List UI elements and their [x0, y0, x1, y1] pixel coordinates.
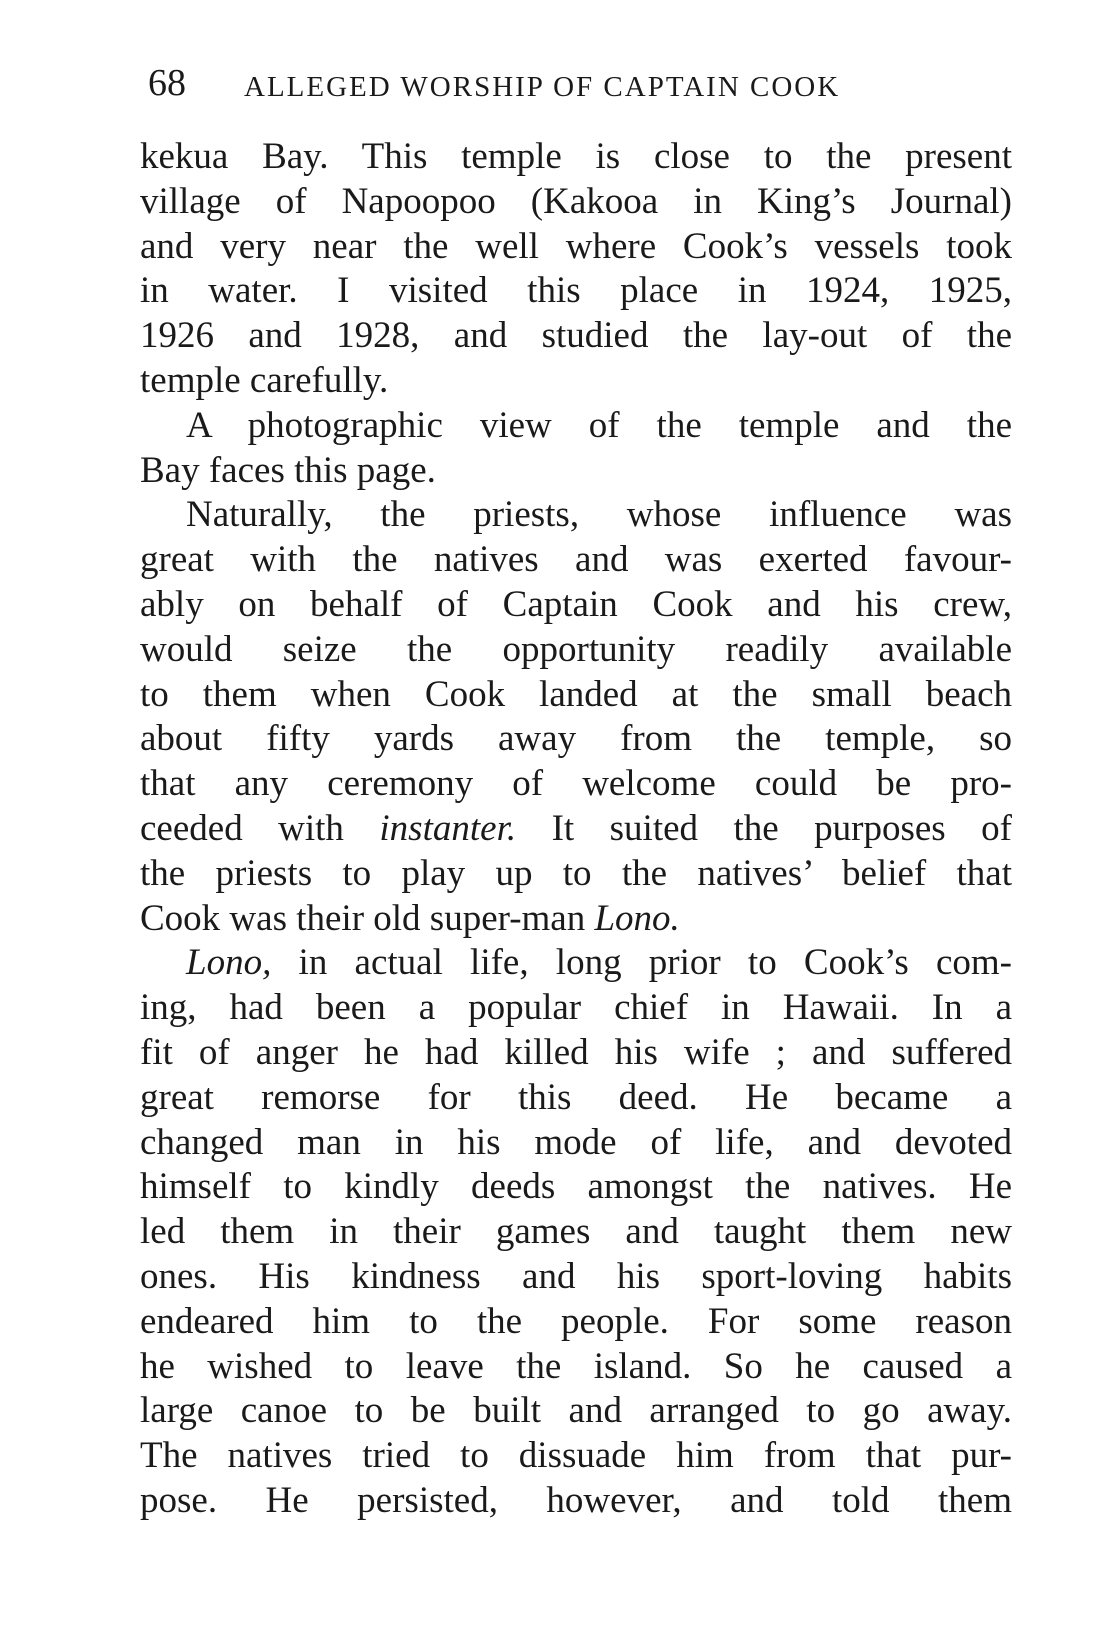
text-line: village of Napoopoo (Kakooa in King’s Journal): [140, 180, 1012, 222]
text-segment: ceeded with: [140, 807, 380, 849]
text-line: fit of anger he had killed his wife ; and suffered: [140, 1031, 1012, 1073]
running-head: [148, 58, 1008, 108]
paragraph: [140, 941, 1012, 1523]
text-line: ing, had been a popular chief in Hawaii. In a: [140, 987, 1012, 1029]
text-line: he wished to leave the island. So he caused a: [140, 1345, 1012, 1387]
text-segment: Cook was their old super-man: [140, 897, 595, 939]
text-line: kekua Bay. This temple is close to the present: [140, 136, 1012, 177]
text-line: would seize the opportunity readily available: [140, 628, 1012, 670]
text-line: 1926 and 1928, and studied the lay-out of the: [140, 315, 1012, 357]
text-line: the priests to play up to the natives’ belief that: [140, 852, 1012, 894]
text-line: [140, 807, 1012, 852]
text-line: changed man in his mode of life, and devoted: [140, 1121, 1012, 1163]
text-line: [140, 941, 1012, 986]
page-number: 68: [148, 62, 186, 104]
text-line: great remorse for this deed. He became a: [140, 1076, 1012, 1118]
text-line: Bay faces this page.: [140, 449, 436, 491]
text-line: led them in their games and taught them new: [140, 1211, 1012, 1253]
paragraph: [140, 135, 1012, 404]
text-segment: It suited the purposes of: [516, 807, 1012, 849]
text-line: pose. He persisted, however, and told them: [140, 1479, 1012, 1521]
text-line: in water. I visited this place in 1924, 1925,: [140, 270, 1012, 312]
text-line: ones. His kindness and his sport-loving habits: [140, 1255, 1012, 1297]
text-line: Naturally, the priests, whose influence was: [186, 494, 1012, 536]
text-line: endeared him to the people. For some reason: [140, 1300, 1012, 1342]
paragraph: [140, 493, 1012, 941]
text-line: to them when Cook landed at the small beach: [140, 673, 1012, 715]
text-line: great with the natives and was exerted favour-: [140, 539, 1012, 581]
body-text: [140, 135, 1012, 1524]
text-line: temple carefully.: [140, 359, 389, 401]
italic-term: instanter.: [379, 807, 517, 849]
text-line: and very near the well where Cook’s vessels took: [140, 225, 1012, 267]
running-title: ALLEGED WORSHIP OF CAPTAIN COOK: [244, 71, 841, 103]
text-segment: in actual life, long prior to Cook’s com-: [271, 942, 1012, 984]
text-line: The natives tried to dissuade him from that pur-: [140, 1435, 1012, 1477]
text-line: A photographic view of the temple and the: [186, 404, 1012, 446]
italic-term: Lono.: [594, 897, 680, 939]
italic-term: Lono,: [186, 942, 272, 984]
text-line: about fifty yards away from the temple, so: [140, 718, 1012, 760]
text-line: [140, 897, 1012, 942]
text-line: large canoe to be built and arranged to go away.: [140, 1390, 1012, 1432]
paragraph: [140, 404, 1012, 494]
text-line: ably on behalf of Captain Cook and his crew,: [140, 583, 1012, 625]
text-line: that any ceremony of welcome could be pro-: [140, 763, 1012, 805]
text-line: himself to kindly deeds amongst the natives. He: [140, 1166, 1012, 1208]
